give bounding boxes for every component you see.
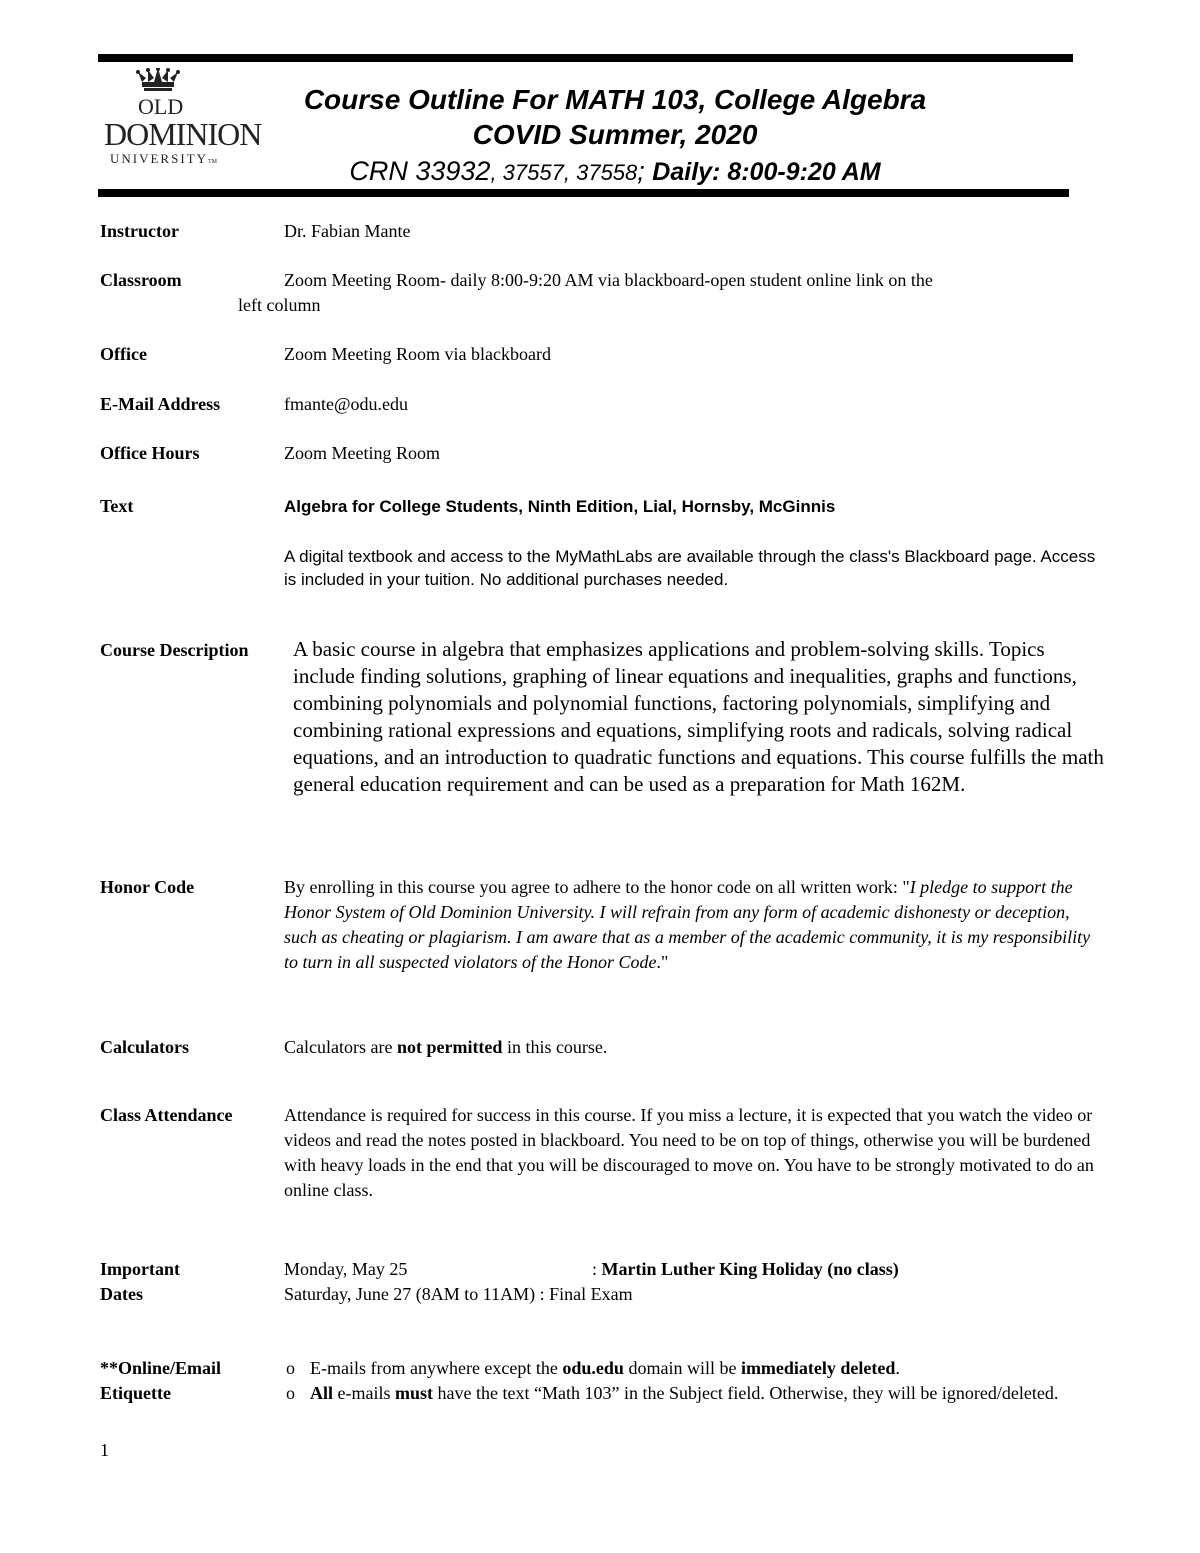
classroom-value-cont: left column (238, 295, 321, 315)
honor-code-label: Honor Code (100, 877, 195, 897)
classroom-value: Zoom Meeting Room- daily 8:00-9:20 AM via blackboard-open student online link on the (284, 270, 933, 290)
bullet-1-marker: o (286, 1358, 295, 1378)
title-crn: CRN 33932, 37557, 37558; Daily: 8:00-9:20 AM (349, 156, 881, 186)
text-label: Text (100, 496, 134, 516)
textbook-title: Algebra for College Students, Ninth Edition, Lial, Hornsby, McGinnis (284, 497, 836, 516)
attendance-label: Class Attendance (100, 1105, 233, 1125)
date-1: Monday, May 25 (284, 1259, 408, 1279)
instructor-value: Dr. Fabian Mante (284, 221, 411, 241)
date-2-row: Saturday, June 27 (8AM to 11AM) : Final Exam (284, 1284, 633, 1304)
attendance-value: Attendance is required for success in this course. If you miss a lecture, it is expected that you watch the video or videos and read the notes posted in blackboard. You need to be on top of things, otherwise you will be burdened with heavy loads in the end that you will be discouraged to move on. You have to be strongly motivated to do an online class. (284, 1105, 1094, 1200)
bullet-2-marker: o (286, 1383, 295, 1403)
course-description-label: Course Description (100, 640, 249, 660)
etiquette-label: **Online/Email Etiquette (100, 1358, 222, 1403)
office-hours-value: Zoom Meeting Room (284, 443, 440, 463)
title-term: COVID Summer, 2020 (472, 119, 758, 150)
honor-code-value: By enrolling in this course you agree to adhere to the honor code on all written work: "I pledge to support the Honor System of Old Dominion University. I will refrain from any form of academic dishonesty or deception, such as cheating or plagiarism. I am aware that as a member of the academic community, it is my responsibility to turn in all suspected violators of the Honor Code." (284, 877, 1091, 972)
email-value: fmante@odu.edu (284, 394, 409, 414)
office-hours-label: Office Hours (100, 443, 200, 463)
odu-logo (100, 68, 270, 168)
logo-old: OLD (138, 94, 184, 119)
email-label: E-Mail Address (100, 394, 221, 414)
important-dates-label: Important Dates (100, 1259, 180, 1304)
instructor-label: Instructor (100, 221, 179, 241)
event-1: : Martin Luther King Holiday (no class) (592, 1259, 899, 1279)
course-description-value: A basic course in algebra that emphasizes applications and problem-solving skills. Topics include finding solutions, graphing of linear equations and inequalities, graphs and functions, combining polynomials and polynomial functions, factoring polynomials, simplifying and combining rational expressions and equations, simplifying roots and radicals, solving radical equations, and an introduction to quadratic functions and equations. This course fulfills the math general education requirement and can be used as a preparation for Math 162M. (293, 637, 1104, 796)
title-course: Course Outline For MATH 103, College Algebra (303, 84, 927, 115)
crown-icon (134, 68, 182, 92)
office-value: Zoom Meeting Room via blackboard (284, 344, 551, 364)
page-number: 1 (100, 1440, 109, 1460)
classroom-label: Classroom (100, 270, 182, 290)
etiquette-bullet-1: E-mails from anywhere except the odu.edu domain will be immediately deleted. (310, 1358, 900, 1378)
logo-dominion: DOMINION (104, 116, 262, 152)
logo-university: UNIVERSITYTM (110, 151, 217, 166)
textbook-note: A digital textbook and access to the MyMathLabs are available through the class's Blackboard page. Access is included in your tuition. No additional purchases needed. (284, 547, 1096, 589)
calculators-value: Calculators are not permitted in this course. (284, 1037, 608, 1057)
bottom-rule (98, 189, 1069, 197)
calculators-label: Calculators (100, 1037, 189, 1057)
office-label: Office (100, 344, 147, 364)
etiquette-bullet-2: All e-mails must have the text “Math 103” in the Subject field. Otherwise, they will be ignored/deleted. (310, 1383, 1059, 1403)
top-rule (98, 54, 1073, 62)
